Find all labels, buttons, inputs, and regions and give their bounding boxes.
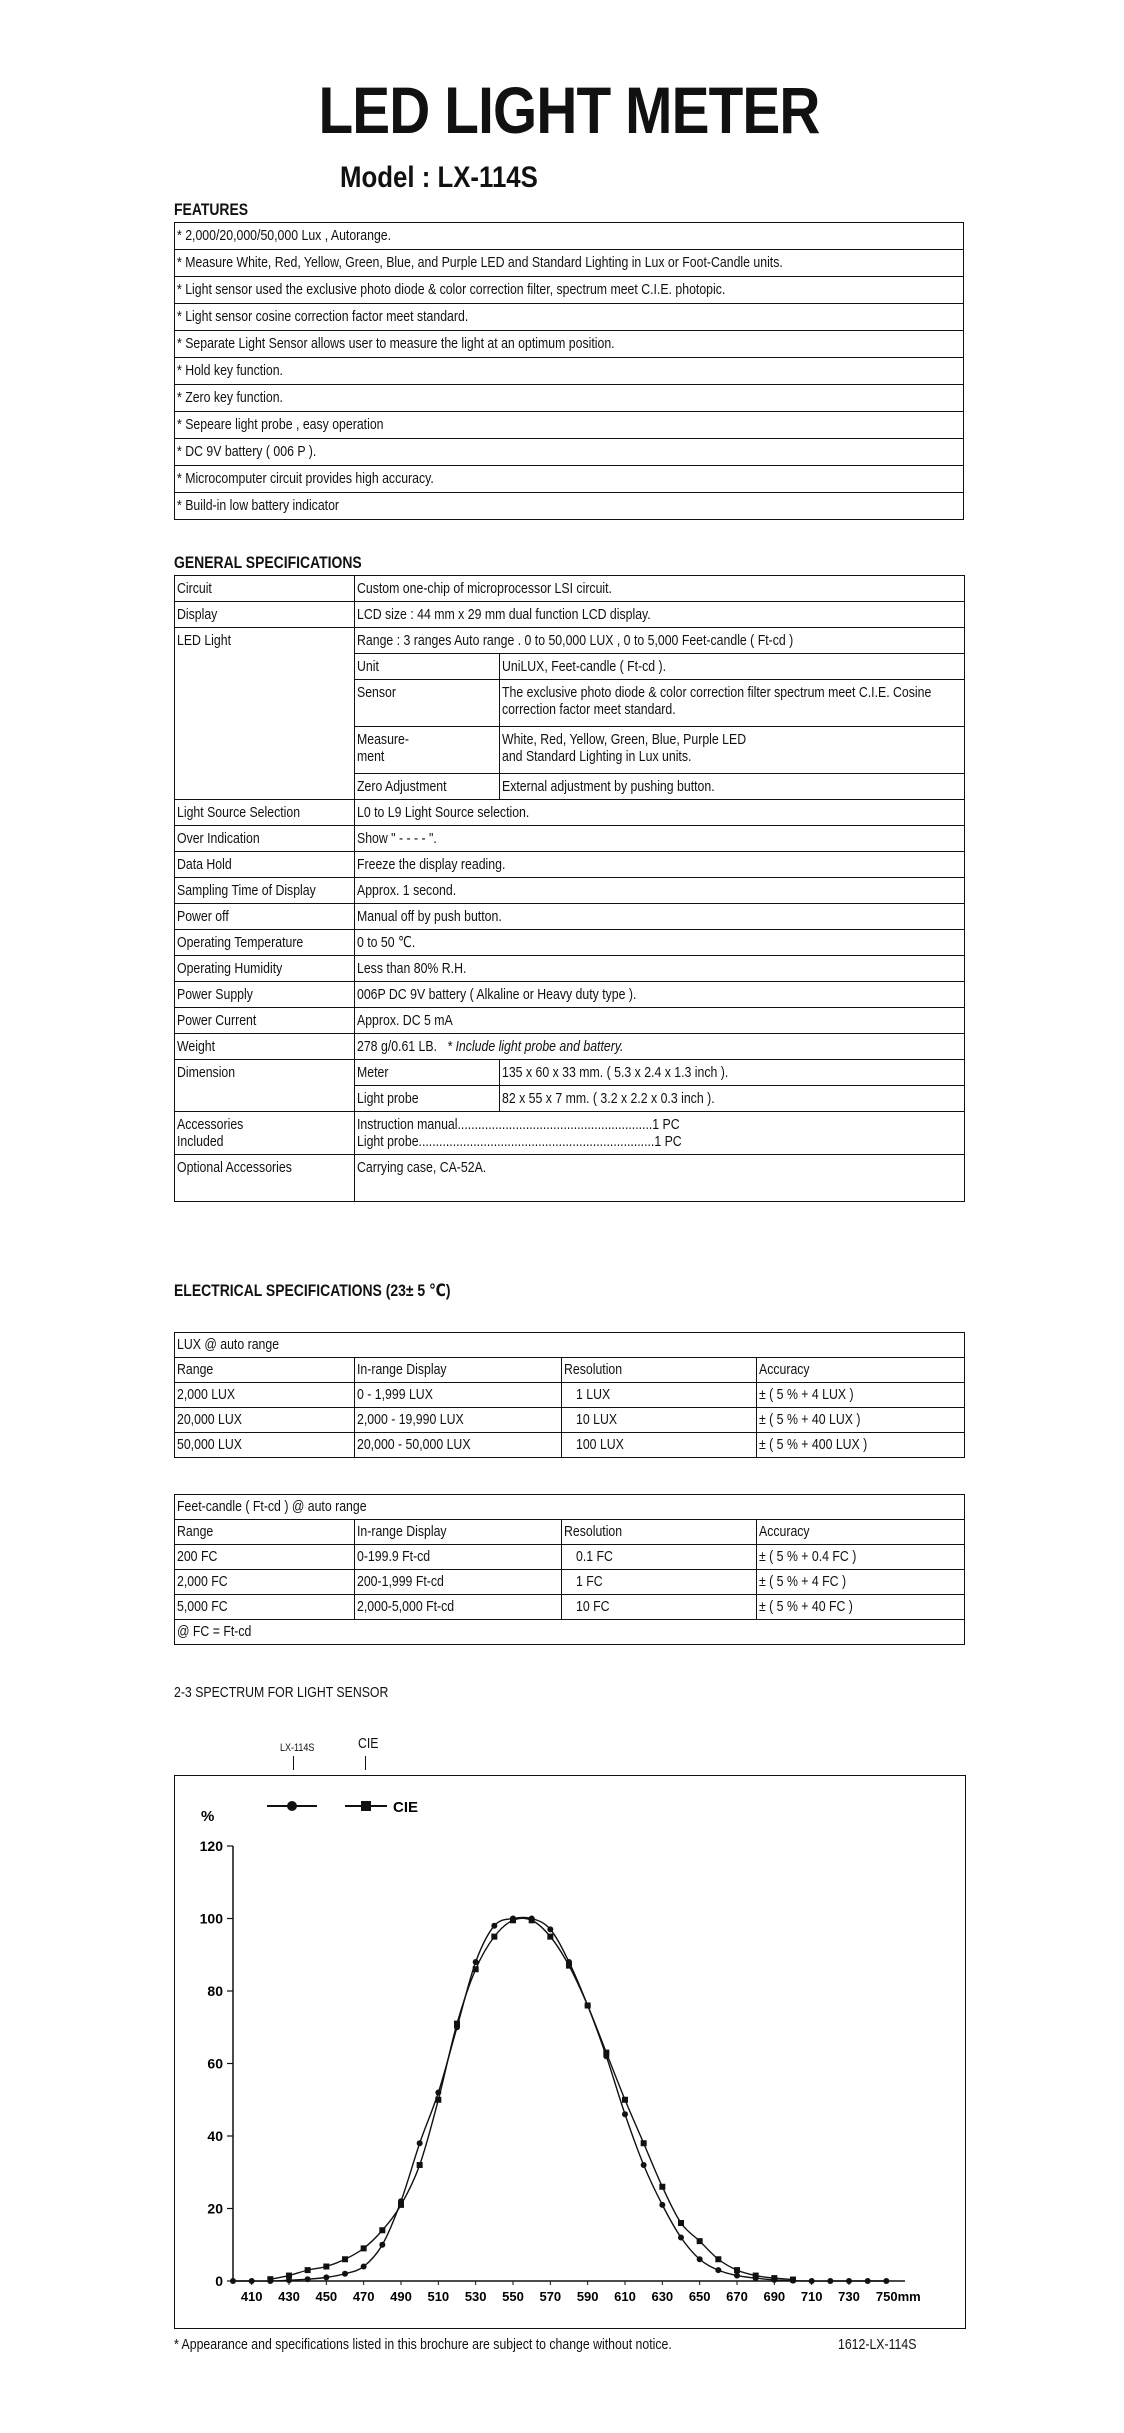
spec-row: [175, 800, 965, 826]
data-point-cie: [510, 1917, 516, 1923]
data-point-lx114s: [491, 1923, 497, 1929]
spec-value: Approx. DC 5 mA: [357, 1012, 453, 1029]
electrical-specs-heading: ELECTRICAL SPECIFICATIONS (23± 5 ℃): [174, 1281, 451, 1300]
features-table: [174, 222, 964, 520]
fc-table: [174, 1494, 965, 1645]
feature-item: [175, 493, 964, 520]
table-row: [175, 1595, 965, 1620]
lux-caption-row: [175, 1333, 965, 1358]
data-point-cie: [585, 2003, 591, 2009]
spectrum-chart: [174, 1775, 966, 2329]
y-tick-label: 20: [207, 2200, 223, 2217]
data-point-lx114s: [715, 2267, 721, 2273]
data-point-cie: [771, 2275, 777, 2281]
spec-row: [175, 982, 965, 1008]
table-row: [175, 1408, 965, 1433]
x-tick-label: 630: [651, 2289, 674, 2304]
document-code: 1612-LX-114S: [838, 2336, 917, 2353]
y-tick-label: 0: [215, 2273, 223, 2289]
data-point-lx114s: [622, 2111, 628, 2117]
lux-header-row: [175, 1358, 965, 1383]
spec-label: Accessories: [177, 1116, 244, 1133]
data-point-lx114s: [547, 1926, 553, 1932]
table-cell: 200-1,999 Ft-cd: [357, 1573, 444, 1590]
x-tick-label: 570: [539, 2289, 562, 2304]
spec-label: Optional Accessories: [177, 1159, 292, 1176]
legend-marker-cie: [361, 1801, 371, 1811]
spec-value: External adjustment by pushing button.: [502, 778, 715, 795]
spec-row: [175, 930, 965, 956]
y-tick-label: 40: [207, 2128, 223, 2144]
spec-label: Power Supply: [177, 986, 253, 1003]
data-point-cie: [473, 1966, 479, 1972]
feature-text: * DC 9V battery ( 006 P ).: [177, 443, 317, 460]
spec-label: Included: [177, 1133, 224, 1150]
x-tick-label: 730: [838, 2289, 860, 2304]
table-cell: ± ( 5 % + 4 FC ): [759, 1573, 847, 1590]
column-header: Accuracy: [759, 1361, 810, 1378]
column-header: Resolution: [564, 1523, 623, 1540]
spectrum-heading: 2-3 SPECTRUM FOR LIGHT SENSOR: [174, 1684, 389, 1701]
column-header: Accuracy: [759, 1523, 810, 1540]
label-lx114s-tick: [293, 1756, 294, 1770]
data-point-cie: [454, 2021, 460, 2027]
data-point-lx114s: [678, 2235, 684, 2241]
table-cell: 20,000 LUX: [177, 1411, 242, 1428]
spec-value: Approx. 1 second.: [357, 882, 457, 899]
feature-text: * Separate Light Sensor allows user to measure the light at an optimum position.: [177, 335, 615, 352]
table-cell: 10 FC: [576, 1598, 610, 1615]
data-point-cie: [641, 2140, 647, 2146]
data-point-cie: [715, 2256, 721, 2262]
spec-row-dimension-meter: [175, 1060, 965, 1086]
data-point-lx114s: [734, 2273, 740, 2279]
spec-row: [175, 956, 965, 982]
spec-note: * Include light probe and battery.: [447, 1038, 624, 1055]
spec-sublabel: Light probe: [357, 1090, 419, 1107]
x-tick-label: 670: [726, 2289, 748, 2304]
table-row: [175, 1570, 965, 1595]
y-tick-label: 120: [199, 1838, 223, 1854]
spec-value: 278 g/0.61 LB.: [357, 1038, 438, 1055]
spec-value: Manual off by push button.: [357, 908, 502, 925]
column-header: Range: [177, 1523, 214, 1540]
page-title: LED LIGHT METER: [318, 73, 820, 147]
table-cell: 50,000 LUX: [177, 1436, 242, 1453]
spec-value: Custom one-chip of microprocessor LSI circuit.: [357, 580, 612, 597]
spec-sublabel: Meter: [357, 1064, 389, 1081]
x-tick-label: 450: [315, 2289, 338, 2304]
spec-value: and Standard Lighting in Lux units.: [502, 748, 692, 765]
spec-label: Operating Temperature: [177, 934, 304, 951]
spec-row-led-range: [175, 628, 965, 654]
table-row: [175, 1545, 965, 1570]
spec-row: [175, 852, 965, 878]
table-cell: ± ( 5 % + 0.4 FC ): [759, 1548, 857, 1565]
x-tick-label: 750mm: [875, 2289, 921, 2304]
data-point-lx114s: [323, 2274, 329, 2280]
data-point-lx114s: [641, 2162, 647, 2168]
data-point-cie: [435, 2097, 441, 2103]
spec-row-display: [175, 602, 965, 628]
data-point-cie: [305, 2267, 311, 2273]
fc-caption-row: [175, 1495, 965, 1520]
data-point-cie: [379, 2227, 385, 2233]
feature-text: * Light sensor cosine correction factor meet standard.: [177, 308, 469, 325]
spec-value: L0 to L9 Light Source selection.: [357, 804, 530, 821]
features-heading: FEATURES: [174, 200, 249, 219]
spec-value: 82 x 55 x 7 mm. ( 3.2 x 2.2 x 0.3 inch ).: [502, 1090, 715, 1107]
feature-item: [175, 304, 964, 331]
legend-marker-lx114s: [287, 1801, 297, 1811]
data-point-cie: [529, 1917, 535, 1923]
table-cell: 2,000 - 19,990 LUX: [357, 1411, 464, 1428]
data-point-lx114s: [230, 2278, 236, 2284]
spec-value: LCD size : 44 mm x 29 mm dual function LCD display.: [357, 606, 651, 623]
x-tick-label: 510: [427, 2289, 450, 2304]
table-row: [175, 1383, 965, 1408]
data-point-lx114s: [846, 2278, 852, 2284]
feature-item: [175, 439, 964, 466]
x-tick-label: 430: [278, 2289, 300, 2304]
data-point-lx114s: [827, 2278, 833, 2284]
table-cell: ± ( 5 % + 40 FC ): [759, 1598, 853, 1615]
y-axis-label: %: [201, 1808, 215, 1825]
spec-label: Display: [177, 606, 218, 623]
x-tick-label: 550: [502, 2289, 524, 2304]
general-specs-table: [174, 575, 965, 1202]
x-tick-label: 530: [464, 2289, 487, 2304]
spec-label: Operating Humidity: [177, 960, 283, 977]
data-point-cie: [323, 2264, 329, 2270]
spec-value: The exclusive photo diode & color correction filter spectrum meet C.I.E. Cosine correction factor meet standard.: [502, 684, 932, 718]
data-point-cie: [547, 1934, 553, 1940]
spec-value: Range : 3 ranges Auto range . 0 to 50,000 LUX , 0 to 5,000 Feet-candle ( Ft-cd ): [357, 632, 794, 649]
data-point-cie: [417, 2162, 423, 2168]
label-cie-tick: [365, 1756, 366, 1770]
spec-row-optional: [175, 1155, 965, 1202]
spec-value: Light probe.....................................................................1 PC: [357, 1133, 682, 1150]
column-header: In-range Display: [357, 1361, 447, 1378]
data-point-cie: [398, 2202, 404, 2208]
data-point-cie: [566, 1963, 572, 1969]
data-point-lx114s: [249, 2278, 255, 2284]
spec-value: Carrying case, CA-52A.: [357, 1159, 487, 1176]
x-tick-label: 690: [763, 2289, 786, 2304]
table-cell: ± ( 5 % + 400 LUX ): [759, 1436, 868, 1453]
table-cell: 2,000-5,000 Ft-cd: [357, 1598, 455, 1615]
data-point-cie: [342, 2256, 348, 2262]
data-point-lx114s: [809, 2278, 815, 2284]
data-point-cie: [286, 2273, 292, 2279]
spec-value: Instruction manual.........................................................1 PC: [357, 1116, 680, 1133]
spec-value: Less than 80% R.H.: [357, 960, 467, 977]
column-header: Range: [177, 1361, 214, 1378]
table-row: [175, 1433, 965, 1458]
table-cell: 10 LUX: [576, 1411, 618, 1428]
spec-row: [175, 904, 965, 930]
column-header: Resolution: [564, 1361, 623, 1378]
feature-item: [175, 277, 964, 304]
spec-label: Power Current: [177, 1012, 257, 1029]
data-point-lx114s: [305, 2276, 311, 2282]
table-cell: 1 FC: [576, 1573, 603, 1590]
table-cell: ± ( 5 % + 4 LUX ): [759, 1386, 854, 1403]
spec-row: [175, 1008, 965, 1034]
data-point-cie: [753, 2273, 759, 2279]
spec-value: 0 to 50 ℃.: [357, 934, 416, 951]
table-cell: 200 FC: [177, 1548, 218, 1565]
table-cell: ± ( 5 % + 40 LUX ): [759, 1411, 861, 1428]
spec-label: Light Source Selection: [177, 804, 301, 821]
x-tick-label: 650: [688, 2289, 711, 2304]
spec-value: White, Red, Yellow, Green, Blue, Purple LED: [502, 731, 747, 748]
x-tick-label: 710: [800, 2289, 823, 2304]
y-tick-label: 100: [199, 1910, 223, 1927]
feature-text: * Light sensor used the exclusive photo diode & color correction filter, spectrum meet C.I.E. photopic.: [177, 281, 726, 298]
fc-note-row: [175, 1620, 965, 1645]
data-point-lx114s: [361, 2264, 367, 2270]
feature-text: * Zero key function.: [177, 389, 283, 406]
feature-item: [175, 385, 964, 412]
model-number: Model : LX-114S: [340, 161, 538, 194]
column-header: In-range Display: [357, 1523, 447, 1540]
data-point-cie: [697, 2238, 703, 2244]
legend-label-cie: CIE: [393, 1799, 419, 1816]
spec-label: Data Hold: [177, 856, 232, 873]
spec-label: Weight: [177, 1038, 216, 1055]
data-point-cie: [734, 2267, 740, 2273]
table-cell: 2,000 LUX: [177, 1386, 236, 1403]
spec-sublabel: Unit: [357, 658, 379, 675]
feature-text: * 2,000/20,000/50,000 Lux , Autorange.: [177, 227, 392, 244]
x-tick-label: 610: [614, 2289, 636, 2304]
label-lx114s: LX-114S: [280, 1742, 315, 1754]
spec-row: [175, 878, 965, 904]
data-point-cie: [659, 2184, 665, 2190]
feature-item: [175, 250, 964, 277]
spec-label: Circuit: [177, 580, 212, 597]
spec-row-accessories: [175, 1112, 965, 1155]
x-tick-label: 590: [576, 2289, 599, 2304]
feature-item: [175, 223, 964, 250]
y-tick-label: 60: [207, 2055, 223, 2072]
table-cell: 100 LUX: [576, 1436, 624, 1453]
data-point-lx114s: [379, 2242, 385, 2248]
data-point-lx114s: [659, 2202, 665, 2208]
data-point-cie: [361, 2245, 367, 2251]
series-line-lx114s: [233, 1917, 886, 2281]
spec-value: Show " - - - - ".: [357, 830, 437, 847]
series-line-cie: [270, 1918, 793, 2279]
spec-sublabel: Measure-ment: [357, 731, 409, 765]
table-cell: 1 LUX: [576, 1386, 611, 1403]
general-specs-heading: GENERAL SPECIFICATIONS: [174, 553, 362, 572]
data-point-lx114s: [342, 2271, 348, 2277]
data-point-cie: [491, 1934, 497, 1940]
data-point-lx114s: [883, 2278, 889, 2284]
fc-caption: Feet-candle ( Ft-cd ) @ auto range: [177, 1498, 367, 1515]
spec-label: LED Light: [177, 632, 232, 649]
data-point-lx114s: [865, 2278, 871, 2284]
feature-text: * Build-in low battery indicator: [177, 497, 340, 514]
feature-item: [175, 331, 964, 358]
spec-sublabel: Sensor: [357, 684, 396, 701]
x-tick-label: 490: [390, 2289, 412, 2304]
feature-text: * Measure White, Red, Yellow, Green, Blue, and Purple LED and Standard Lighting in Lux or Foot-Candle units.: [177, 254, 783, 271]
table-cell: 0-199.9 Ft-cd: [357, 1548, 431, 1565]
label-cie: CIE: [358, 1735, 379, 1752]
y-tick-label: 80: [207, 1983, 223, 1999]
feature-item: [175, 466, 964, 493]
data-point-cie: [790, 2277, 796, 2283]
lux-table: [174, 1332, 965, 1458]
table-cell: 20,000 - 50,000 LUX: [357, 1436, 471, 1453]
feature-item: [175, 412, 964, 439]
spec-row-weight: [175, 1034, 965, 1060]
spec-label: Over Indication: [177, 830, 260, 847]
data-point-cie: [622, 2097, 628, 2103]
spectrum-chart-svg: [175, 1776, 965, 2328]
data-point-cie: [267, 2276, 273, 2282]
feature-text: * Microcomputer circuit provides high accuracy.: [177, 470, 434, 487]
footer-disclaimer: * Appearance and specifications listed in this brochure are subject to change without notice.: [174, 2336, 672, 2353]
table-cell: 0.1 FC: [576, 1548, 613, 1565]
table-cell: 5,000 FC: [177, 1598, 228, 1615]
spec-label: Dimension: [177, 1064, 236, 1081]
table-cell: 0 - 1,999 LUX: [357, 1386, 433, 1403]
table-cell: 2,000 FC: [177, 1573, 228, 1590]
fc-header-row: [175, 1520, 965, 1545]
data-point-cie: [603, 2050, 609, 2056]
spec-sublabel: Zero Adjustment: [357, 778, 447, 795]
fc-note: @ FC = Ft-cd: [177, 1623, 252, 1640]
spec-label: Power off: [177, 908, 229, 925]
data-point-lx114s: [697, 2256, 703, 2262]
spec-row: [175, 826, 965, 852]
spec-row-circuit: [175, 576, 965, 602]
spec-value: 006P DC 9V battery ( Alkaline or Heavy duty type ).: [357, 986, 637, 1003]
spec-label: Sampling Time of Display: [177, 882, 316, 899]
x-tick-label: 410: [240, 2289, 263, 2304]
lux-caption: LUX @ auto range: [177, 1336, 280, 1353]
feature-text: * Sepeare light probe , easy operation: [177, 416, 384, 433]
data-point-cie: [678, 2220, 684, 2226]
data-point-lx114s: [417, 2140, 423, 2146]
feature-text: * Hold key function.: [177, 362, 283, 379]
x-tick-label: 470: [352, 2289, 375, 2304]
spec-value: 135 x 60 x 33 mm. ( 5.3 x 2.4 x 1.3 inch ).: [502, 1064, 729, 1081]
feature-item: [175, 358, 964, 385]
spec-value: Freeze the display reading.: [357, 856, 506, 873]
spec-value: UniLUX, Feet-candle ( Ft-cd ).: [502, 658, 667, 675]
